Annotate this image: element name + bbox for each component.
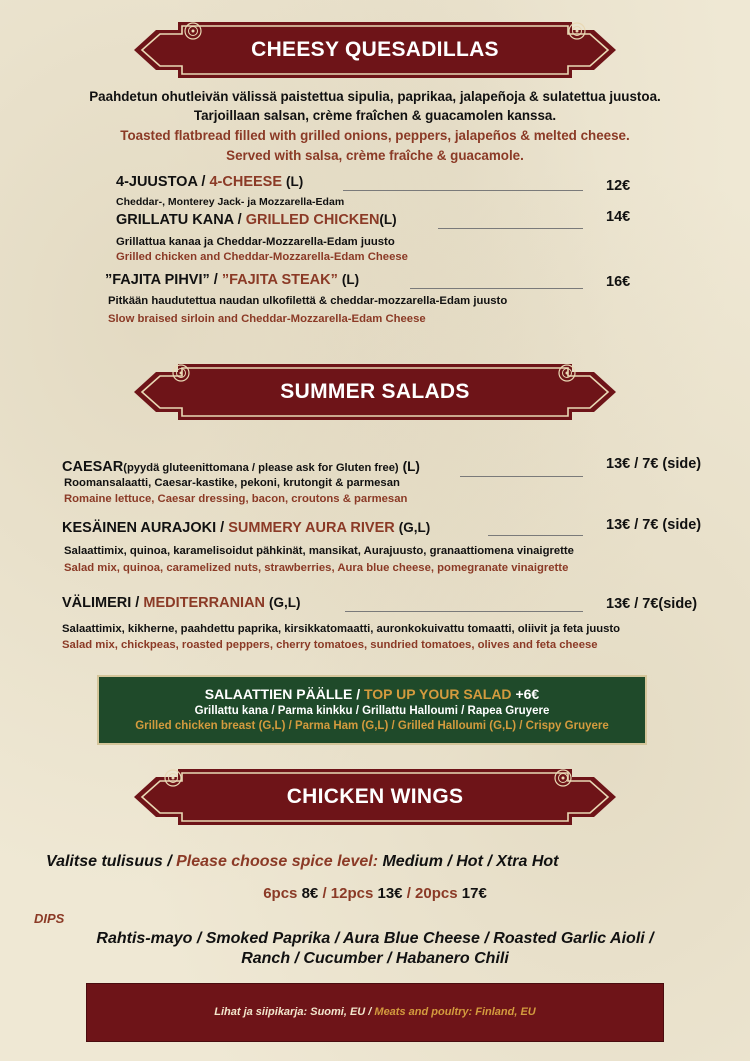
item-note: (pyydä gluteenittomana / please ask for Gluten free) — [123, 462, 399, 474]
section-banner-quesadillas — [134, 22, 616, 78]
item-desc-fi: Roomansalaatti, Caesar-kastike, pekoni, krutongit & parmesan — [64, 477, 400, 489]
item-diet: (L) — [286, 174, 304, 189]
item-desc-en: Salad mix, quinoa, caramelized nuts, strawberries, Aura blue cheese, pomegranate vinaigrette — [64, 562, 569, 574]
topup-title-fi: SALAATTIEN PÄÄLLE — [204, 686, 353, 702]
portion-pcs: 6pcs — [263, 885, 298, 902]
portion-pcs: 20pcs — [415, 885, 458, 902]
section-title: CHICKEN WINGS — [286, 785, 464, 808]
topup-options-fi: Grillattu kana / Parma kinkku / Grillattu Halloumi / Rapea Gruyere — [194, 705, 550, 717]
portion-price: 8€ — [301, 885, 319, 902]
portion-price: 17€ — [461, 885, 487, 902]
menu-item-caesar — [62, 459, 420, 475]
topup-options-en: Grilled chicken breast (G,L) / Parma Ham (G,L) / Grilled Halloumi (G,L) / Crispy Gruyere — [135, 720, 609, 732]
dotted-leader — [488, 535, 583, 536]
item-name-fi: VÄLIMERI — [62, 595, 132, 611]
dotted-leader — [345, 611, 583, 612]
dotted-leader — [460, 476, 583, 477]
menu-item-mediterranian: VÄLIMERI / MEDITERRANIAN (G,L) — [62, 595, 301, 611]
footer-text-fi: Lihat ja siipikarja: Suomi, EU / — [214, 1006, 372, 1018]
dips-label: DIPS — [34, 911, 65, 926]
section-banner-salads — [134, 364, 616, 420]
item-price: 16€ — [606, 274, 631, 290]
item-price: 13€ / 7€(side) — [606, 596, 698, 612]
item-diet: (L) — [341, 272, 360, 287]
item-desc-en: Romaine lettuce, Caesar dressing, bacon, croutons & parmesan — [64, 493, 408, 505]
intro-en-2: Served with salsa, crème fraîche & guacamole. — [226, 148, 524, 163]
portion-price: 13€ — [377, 885, 403, 902]
item-name-fi: 4-JUUSTOA — [116, 174, 198, 190]
item-name-en: ”FAJITA STEAK” — [221, 272, 338, 288]
footer-text-en: Meats and poultry: Finland, EU — [374, 1006, 536, 1018]
dotted-leader — [410, 288, 583, 289]
dotted-leader — [438, 228, 583, 229]
item-desc-fi: Salaattimix, kikherne, paahdettu paprika, kirsikkatomaatti, auronkokuivattu tomaatti, oliivit ja feta juusto — [62, 623, 621, 635]
item-price: 14€ — [606, 209, 631, 225]
item-desc-en: Salad mix, chickpeas, roasted peppers, cherry tomatoes, sundried tomatoes, olives and feta cheese — [62, 639, 598, 651]
item-diet: (L) — [402, 459, 420, 474]
spice-level-line — [46, 853, 686, 871]
item-name-fi: CAESAR — [62, 459, 124, 475]
topup-title-en: TOP UP YOUR SALAD — [363, 686, 512, 702]
section-title: SUMMER SALADS — [280, 380, 470, 403]
item-name-en: MEDITERRANIAN — [143, 595, 266, 611]
item-price: 13€ / 7€ (side) — [606, 517, 702, 533]
item-name-en: GRILLED CHICKEN — [245, 212, 380, 228]
item-diet: (G,L) — [398, 520, 431, 535]
dips-line-1: Rahtis-mayo / Smoked Paprika / Aura Blue Cheese / Roasted Garlic Aioli / — [96, 930, 654, 947]
item-name-en: SUMMERY AURA RIVER — [228, 520, 395, 536]
item-price: 12€ — [606, 178, 631, 194]
item-name-fi: ”FAJITA PIHVI” — [105, 272, 210, 288]
topup-title: SALAATTIEN PÄÄLLE / TOP UP YOUR SALAD +6€ — [204, 686, 540, 702]
item-desc-en: Grilled chicken and Cheddar-Mozzarella-Edam Cheese — [116, 251, 408, 263]
item-diet: (L) — [379, 212, 397, 227]
section-banner-wings — [134, 769, 616, 825]
intro-en-1: Toasted flatbread filled with grilled onions, peppers, jalapeños & melted cheese. — [120, 128, 630, 143]
item-name-fi: GRILLATU KANA — [116, 212, 234, 228]
spice-label-fi: Valitse tulisuus / — [46, 853, 172, 870]
dips-line-2: Ranch / Cucumber / Habanero Chili — [241, 950, 509, 967]
wing-portions: 6pcs 8€ / 12pcs 13€ / 20pcs 17€ — [263, 885, 487, 902]
menu-item-fajita-steak: ”FAJITA PIHVI” / ”FAJITA STEAK” (L) — [105, 272, 360, 288]
item-desc-en: Slow braised sirloin and Cheddar-Mozzarella-Edam Cheese — [108, 313, 426, 325]
item-desc-fi: Salaattimix, quinoa, karamelisoidut pähkinät, mansikat, Aurajuusto, granaattiomena vinaigrette — [64, 545, 574, 557]
section-title: CHEESY QUESADILLAS — [251, 38, 499, 61]
spice-levels: Medium / Hot / Xtra Hot — [382, 853, 559, 870]
item-name-fi: KESÄINEN AURAJOKI — [62, 520, 217, 536]
portion-pcs: 12pcs — [330, 885, 374, 902]
item-name-en: 4-CHEESE — [209, 174, 283, 190]
topup-price: +6€ — [515, 686, 540, 702]
item-diet: (G,L) — [269, 595, 301, 610]
item-price: 13€ / 7€ (side) — [606, 456, 702, 472]
item-desc-fi: Cheddar-, Monterey Jack- ja Mozzarella-Edam — [116, 196, 345, 208]
menu-item-grilled-chicken: GRILLATU KANA / GRILLED CHICKEN(L) — [116, 212, 397, 228]
intro-fi-1: Paahdetun ohutleivän välissä paistettua sipulia, paprikaa, jalapeñoja & sulatettua juustoa. — [89, 89, 661, 104]
intro-fi-2: Tarjoillaan salsan, crème fraîchen & guacamolen kanssa. — [193, 108, 557, 123]
spice-label-en: Please choose spice level: — [176, 853, 379, 870]
item-desc-fi: Pitkään haudutettua naudan ulkofilettä & cheddar-mozzarella-Edam juusto — [108, 295, 508, 307]
dotted-leader — [343, 190, 583, 191]
menu-item-summery-aura-river: KESÄINEN AURAJOKI / SUMMERY AURA RIVER (G,L) — [62, 520, 431, 536]
footer-origin-note — [86, 983, 664, 1042]
topup-box — [97, 675, 647, 745]
menu-item-4-cheese: 4-JUUSTOA / 4-CHEESE (L) — [116, 174, 304, 190]
item-desc-fi: Grillattua kanaa ja Cheddar-Mozzarella-Edam juusto — [116, 236, 395, 248]
